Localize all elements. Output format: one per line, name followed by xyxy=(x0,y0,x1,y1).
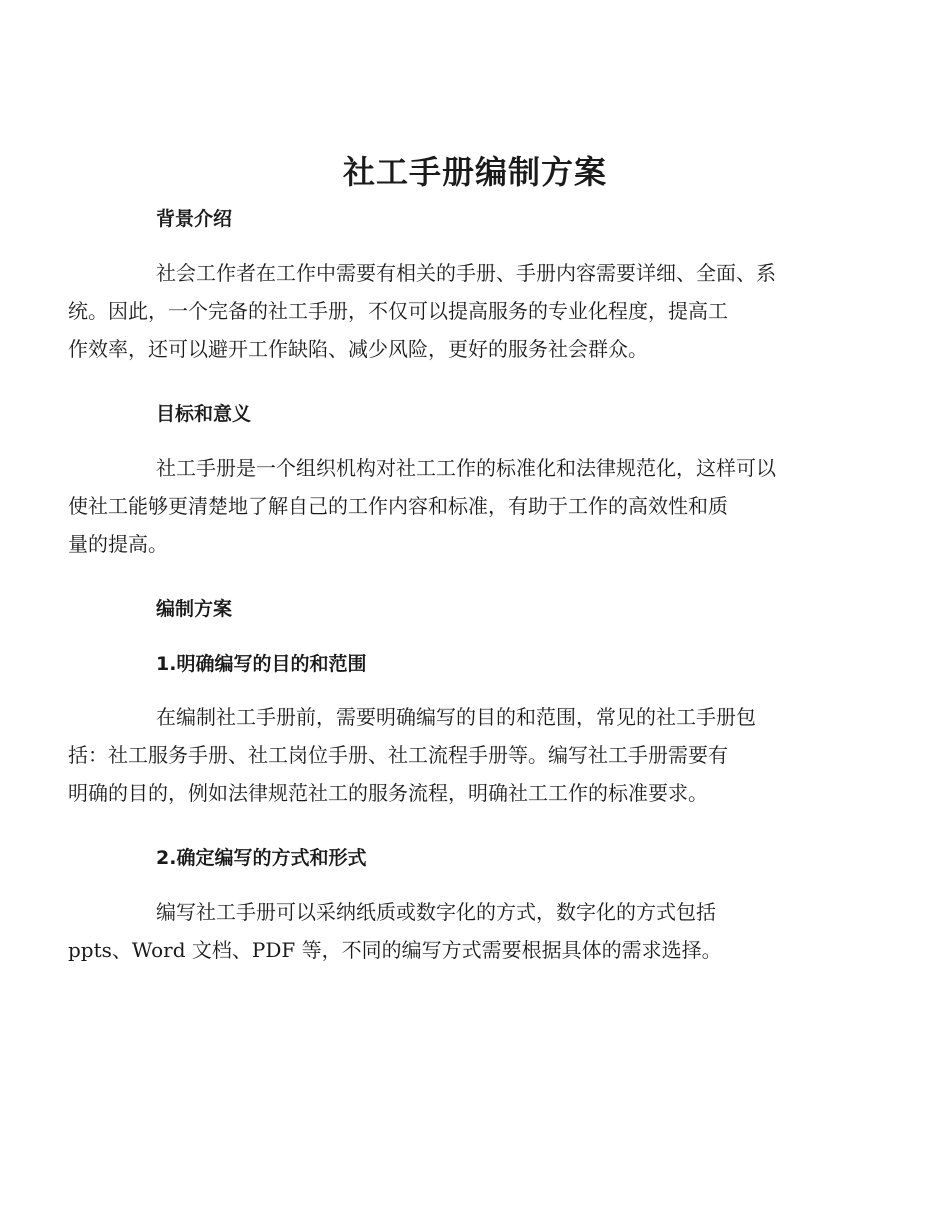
paragraph-line: 使社工能够更清楚地了解自己的工作内容和标准，有助于工作的高效性和质 xyxy=(68,494,728,518)
paragraph-line: 在编制社工手册前，需要明确编写的目的和范围，常见的社工手册包 xyxy=(156,705,756,729)
paragraph-line: 量的提高。 xyxy=(68,532,168,556)
subsection-paragraph-purpose xyxy=(68,698,830,812)
paragraph-line: 社会工作者在工作中需要有相关的手册、手册内容需要详细、全面、系 xyxy=(156,261,776,285)
section-paragraph-goals xyxy=(68,449,830,563)
paragraph-line: 编写社工手册可以采纳纸质或数字化的方式，数字化的方式包括 xyxy=(156,900,716,924)
section-heading-plan: 编制方案 xyxy=(156,598,233,620)
subsection-paragraph-format xyxy=(68,893,830,969)
paragraph-line: 统。因此，一个完备的社工手册，不仅可以提高服务的专业化程度，提高工 xyxy=(68,299,728,323)
section-paragraph-background xyxy=(68,254,830,368)
subsection-heading-purpose: 1.明确编写的目的和范围 xyxy=(156,653,367,675)
section-heading-goals: 目标和意义 xyxy=(156,403,252,425)
paragraph-line: 作效率，还可以避开工作缺陷、减少风险，更好的服务社会群众。 xyxy=(68,337,648,361)
paragraph-line: ppts、Word 文档、PDF 等，不同的编写方式需要根据具体的需求选择。 xyxy=(68,938,722,962)
document-title: 社工手册编制方案 xyxy=(342,153,607,191)
section-heading-background: 背景介绍 xyxy=(156,208,233,230)
paragraph-line: 括：社工服务手册、社工岗位手册、社工流程手册等。编写社工手册需要有 xyxy=(68,743,728,767)
paragraph-line: 明确的目的，例如法律规范社工的服务流程，明确社工工作的标准要求。 xyxy=(68,781,708,805)
paragraph-line: 社工手册是一个组织机构对社工工作的标准化和法律规范化，这样可以 xyxy=(156,456,776,480)
subsection-heading-format: 2.确定编写的方式和形式 xyxy=(156,847,367,869)
